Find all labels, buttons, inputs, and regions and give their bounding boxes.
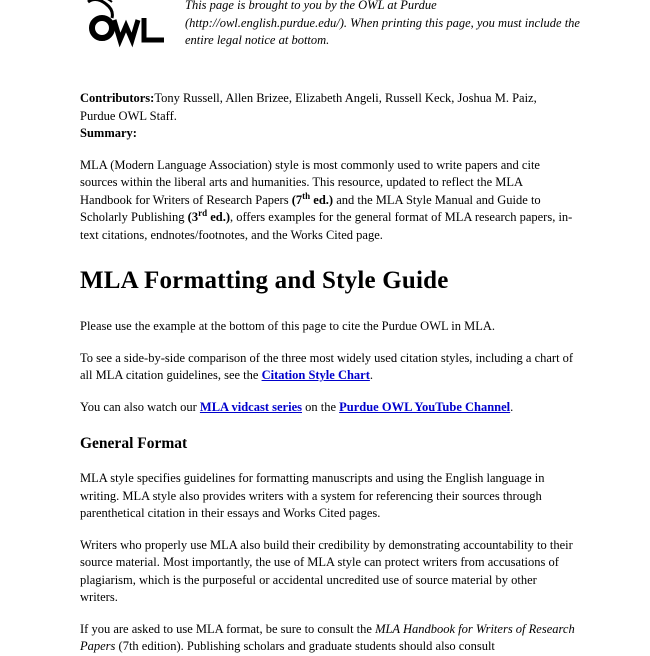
summary-paragraph [80, 157, 575, 245]
vidcast-period: . [510, 399, 514, 414]
comparison-period: . [369, 368, 374, 382]
owl-logo [82, 0, 172, 54]
youtube-channel-link[interactable]: Purdue OWL YouTube Channel [339, 399, 511, 414]
edition-7-open: (7 [291, 192, 303, 207]
summary-label: Summary: [80, 126, 137, 140]
citation-style-chart-link[interactable]: Citation Style Chart [261, 368, 370, 382]
p3-book-title: MLA Handbook for Writers of Research Papers [80, 621, 575, 653]
vidcast-text: You can also watch our [80, 399, 200, 414]
general-format-p1: MLA style specifies guidelines for formatting manuscripts and using the English language in writing. MLA style also provides writers with a system for referencing their sources through parenthetical citation in their essays and Works Cited pages. [80, 471, 545, 520]
legal-notice: This page is brought to you by the OWL at Purdue (http://owl.english.purdue.edu/). When printing this page, you must include the entire legal notice at bottom. [185, 0, 580, 47]
general-format-p2: Writers who properly use MLA also build their credibility by demonstrating accountability to their source material. Most importantly, the use of MLA style can protect writers from accusations of plagiarism, which is the purposeful or accidental uncredited use of source material by other writers. [80, 537, 573, 604]
contributors-line [80, 90, 575, 125]
edition-3-open: (3 [187, 210, 199, 224]
p3-text: If you are asked to use MLA format, be sure to consult the [80, 621, 376, 636]
edition-7 [291, 190, 334, 207]
comparison-text: To see a side-by-side comparison of the three most widely used citation styles, including a chart of all MLA citation guidelines, see the [80, 350, 574, 382]
contributors-names: Tony Russell, Allen Brizee, Elizabeth Angeli, Russell Keck, Joshua M. Paiz, Purdue OWL Staff. [80, 91, 537, 123]
edition-7-sup: th [302, 190, 311, 201]
contributors-label: Contributors: [80, 91, 155, 105]
comparison-paragraph [80, 350, 575, 385]
edition-7-close: ed.) [310, 192, 334, 207]
edition-3-sup: rd [198, 207, 208, 218]
cite-note: Please use the example at the bottom of this page to cite the Purdue OWL in MLA. [80, 319, 496, 333]
p3-text-end: (7th edition). Publishing scholars and graduate students should also consult [115, 639, 495, 653]
summary-text-1: MLA (Modern Language Association) style is most commonly used to write papers and cite sources within the liberal arts and humanities. This resource, updated to reflect the MLA Handbook for Writers of Research Papers [80, 157, 540, 207]
summary-text-3: , offers examples for the general format of MLA research papers, in-text citations, endnotes/footnotes, and the Works Cited page. [80, 210, 573, 242]
vidcast-paragraph [80, 399, 575, 417]
general-format-heading: General Format [80, 435, 188, 452]
edition-3-close: ed.) [207, 210, 230, 224]
page-title: MLA Formatting and Style Guide [80, 267, 449, 294]
article-content [80, 90, 575, 656]
vidcast-mid-text: on the [301, 399, 340, 414]
mla-vidcast-link[interactable]: MLA vidcast series [199, 399, 302, 414]
edition-3 [187, 207, 230, 224]
summary-text-2: and the MLA Style Manual and Guide to Scholarly Publishing [80, 192, 541, 224]
general-format-p3 [80, 621, 575, 656]
